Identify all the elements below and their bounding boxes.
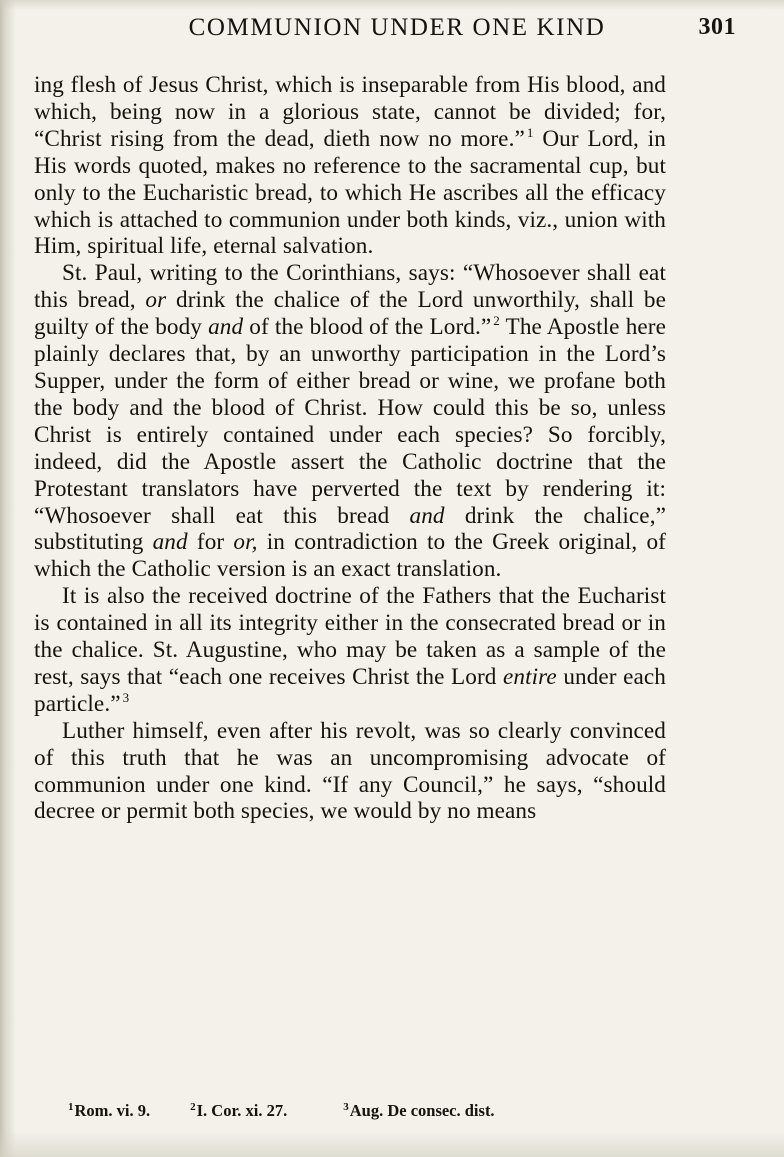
emphasis-text: or (145, 287, 167, 314)
body-text: St. Paul, writing to the Corinthians, says: “Whosoever shall eat this bread, (34, 260, 666, 314)
footnote-area (52, 1101, 724, 1121)
emphasis-text: or, (233, 529, 258, 556)
body-text: ing flesh of Jesus Christ, which is inseparable from His blood, and which, being now in a glorious state, cannot be divided; for, “Christ rising from the dead, dieth now no more.” (34, 72, 666, 152)
emphasis-text: and (409, 502, 445, 529)
body-text: Our Lord, in His words quoted, makes no reference to the sacramental cup, but only to the Eucharistic bread, to which He ascribes all the efficacy which is attached to communion under both kinds, viz., union with Him, spiritual life, eternal salvation. (34, 125, 666, 260)
scan-edge-shadow-top (0, 0, 784, 10)
footnote-reference: 1 (526, 125, 534, 141)
footnote-text: I. Cor. xi. 27. (196, 1101, 288, 1120)
footnote-item (68, 1101, 150, 1121)
footnote-item (190, 1101, 287, 1121)
footnote-text: Rom. vi. 9. (74, 1101, 151, 1120)
paragraph (34, 718, 666, 826)
paragraph (34, 260, 666, 583)
body-text: under each particle.” (34, 663, 666, 717)
paragraph (34, 583, 666, 718)
footnote-reference: 2 (493, 313, 500, 329)
body-text: It is also the received doctrine of the Fathers that the Eucharist is contained in all its integrity either in the consecrated bread or in the chalice. St. Augustine, who may be taken as a sample of the rest, says that “each one receives Christ the Lord (34, 583, 666, 690)
footnote-marker: 1 (68, 1100, 74, 1113)
body-text: Luther himself, even after his revolt, was so clearly convinced of this truth that he was an uncompromising advocate of communion under one kind. “If any Council,” he says, “should decree or permit both species, we would by no means (34, 717, 666, 825)
scan-edge-shadow-bottom (0, 1131, 784, 1157)
body-text: drink the chalice of the Lord unworthily, shall be guilty of the body (34, 287, 667, 341)
scan-edge-shadow-left (0, 0, 16, 1157)
page-header (58, 14, 736, 42)
footnote-item (343, 1101, 494, 1121)
body-text: in contradiction to the Greek original, of which the Catholic version is an exact translation. (34, 529, 666, 583)
page-number: 301 (698, 14, 736, 40)
body-text-column (34, 72, 666, 825)
footnote-reference: 3 (122, 690, 130, 706)
body-text: for (187, 529, 234, 556)
running-head: COMMUNION UNDER ONE KIND (188, 14, 606, 41)
body-text: The Apostle here plainly declares that, by an unworthy participation in the Lord’s Supper, under the form of either bread or wine, we profane both the body and the blood of Christ. How could this be so, unless Christ is entirely contained under each species? So forcibly, indeed, did the Apostle assert the Catholic doctrine that the Protestant translators have perverted the text by rendering it: “Whosoever shall eat this bread (34, 314, 666, 529)
emphasis-text: entire (503, 663, 557, 690)
body-text: drink the chalice,” substituting (34, 502, 666, 556)
body-text: of the blood of the Lord.” (243, 314, 492, 341)
paragraph (34, 72, 666, 260)
footnote-marker: 3 (343, 1100, 349, 1113)
footnote-marker: 2 (190, 1100, 196, 1113)
emphasis-text: and (208, 314, 244, 341)
footnote-text: Aug. De consec. dist. (349, 1101, 495, 1120)
emphasis-text: and (152, 529, 188, 556)
